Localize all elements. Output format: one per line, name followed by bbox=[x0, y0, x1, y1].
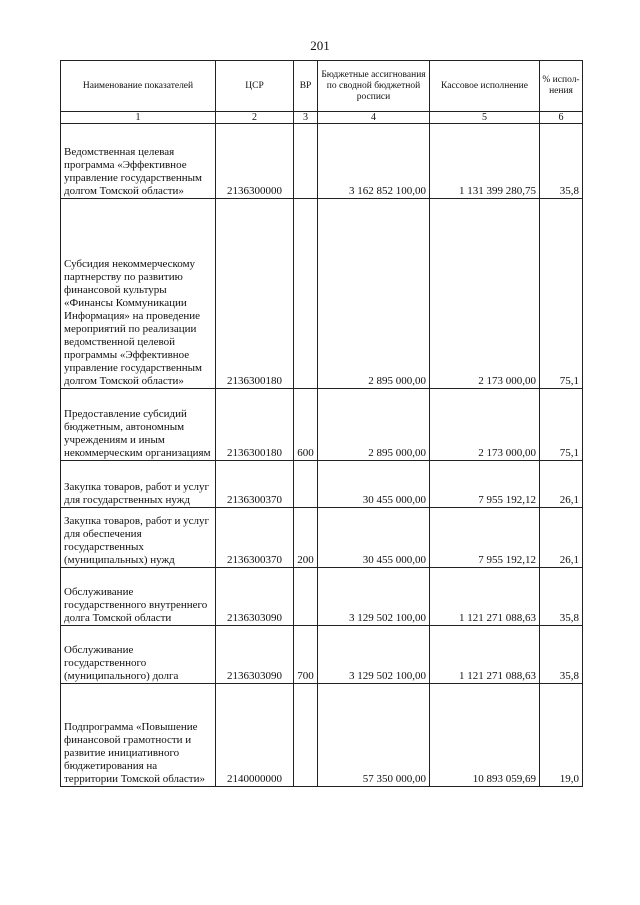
column-number: 4 bbox=[318, 112, 430, 124]
allocated-amount: 3 129 502 100,00 bbox=[318, 568, 430, 626]
execution-percent: 19,0 bbox=[540, 684, 583, 787]
execution-percent: 75,1 bbox=[540, 199, 583, 389]
header-executed: Кассовое исполнение bbox=[430, 61, 540, 112]
indicator-name: Субсидия некоммерческому партнерству по развитию финансовой культуры «Финансы Коммуникации Информация» на проведение мероприятий по реализации ведомственной целевой программы «Эффективное управление государственным долгом Томской области» bbox=[61, 199, 216, 389]
header-row bbox=[61, 61, 583, 112]
vr-code: 700 bbox=[294, 626, 318, 684]
vr-code bbox=[294, 568, 318, 626]
allocated-amount: 2 895 000,00 bbox=[318, 389, 430, 461]
column-number-row bbox=[61, 112, 583, 124]
table-row bbox=[61, 124, 583, 199]
csr-code: 2136300180 bbox=[216, 199, 294, 389]
table-row bbox=[61, 389, 583, 461]
column-number: 3 bbox=[294, 112, 318, 124]
vr-code: 600 bbox=[294, 389, 318, 461]
header-allocated: Бюджетные ассигнования по сводной бюджетной росписи bbox=[318, 61, 430, 112]
vr-code: 200 bbox=[294, 508, 318, 568]
indicator-name: Закупка товаров, работ и услуг для обеспечения государственных (муниципальных) нужд bbox=[61, 508, 216, 568]
allocated-amount: 3 129 502 100,00 bbox=[318, 626, 430, 684]
execution-percent: 26,1 bbox=[540, 508, 583, 568]
executed-amount: 7 955 192,12 bbox=[430, 461, 540, 508]
page-number: 201 bbox=[310, 38, 330, 53]
execution-percent: 35,8 bbox=[540, 124, 583, 199]
indicator-name: Ведомственная целевая программа «Эффективное управление государственным долгом Томской области» bbox=[61, 124, 216, 199]
csr-code: 2136300370 bbox=[216, 508, 294, 568]
column-number: 1 bbox=[61, 112, 216, 124]
column-number: 6 bbox=[540, 112, 583, 124]
allocated-amount: 57 350 000,00 bbox=[318, 684, 430, 787]
header-vr: ВР bbox=[294, 61, 318, 112]
csr-code: 2136300000 bbox=[216, 124, 294, 199]
execution-percent: 35,8 bbox=[540, 568, 583, 626]
executed-amount: 2 173 000,00 bbox=[430, 199, 540, 389]
column-number: 2 bbox=[216, 112, 294, 124]
table-row bbox=[61, 461, 583, 508]
vr-code bbox=[294, 684, 318, 787]
indicator-name: Обслуживание государственного внутреннего долга Томской области bbox=[61, 568, 216, 626]
executed-amount: 1 121 271 088,63 bbox=[430, 626, 540, 684]
executed-amount: 1 131 399 280,75 bbox=[430, 124, 540, 199]
csr-code: 2136303090 bbox=[216, 626, 294, 684]
allocated-amount: 30 455 000,00 bbox=[318, 508, 430, 568]
header-csr: ЦСР bbox=[216, 61, 294, 112]
vr-code bbox=[294, 199, 318, 389]
executed-amount: 2 173 000,00 bbox=[430, 389, 540, 461]
executed-amount: 7 955 192,12 bbox=[430, 508, 540, 568]
table-row bbox=[61, 199, 583, 389]
csr-code: 2136300370 bbox=[216, 461, 294, 508]
executed-amount: 1 121 271 088,63 bbox=[430, 568, 540, 626]
csr-code: 2136303090 bbox=[216, 568, 294, 626]
indicator-name: Закупка товаров, работ и услуг для государственных нужд bbox=[61, 461, 216, 508]
header-name: Наименование показателей bbox=[61, 61, 216, 112]
execution-percent: 26,1 bbox=[540, 461, 583, 508]
table-row bbox=[61, 626, 583, 684]
allocated-amount: 30 455 000,00 bbox=[318, 461, 430, 508]
indicator-name: Подпрограмма «Повышение финансовой грамотности и развитие инициативного бюджетирования на территории Томской области» bbox=[61, 684, 216, 787]
vr-code bbox=[294, 461, 318, 508]
csr-code: 2136300180 bbox=[216, 389, 294, 461]
header-percent: % испол-нения bbox=[540, 61, 583, 112]
allocated-amount: 2 895 000,00 bbox=[318, 199, 430, 389]
vr-code bbox=[294, 124, 318, 199]
executed-amount: 10 893 059,69 bbox=[430, 684, 540, 787]
table-row bbox=[61, 684, 583, 787]
table-row bbox=[61, 568, 583, 626]
execution-percent: 35,8 bbox=[540, 626, 583, 684]
table-row bbox=[61, 508, 583, 568]
indicator-name: Обслуживание государственного (муниципального) долга bbox=[61, 626, 216, 684]
allocated-amount: 3 162 852 100,00 bbox=[318, 124, 430, 199]
execution-percent: 75,1 bbox=[540, 389, 583, 461]
budget-execution-table bbox=[60, 60, 583, 787]
column-number: 5 bbox=[430, 112, 540, 124]
csr-code: 2140000000 bbox=[216, 684, 294, 787]
indicator-name: Предоставление субсидий бюджетным, автономным учреждениям и иным некоммерческим организациям bbox=[61, 389, 216, 461]
